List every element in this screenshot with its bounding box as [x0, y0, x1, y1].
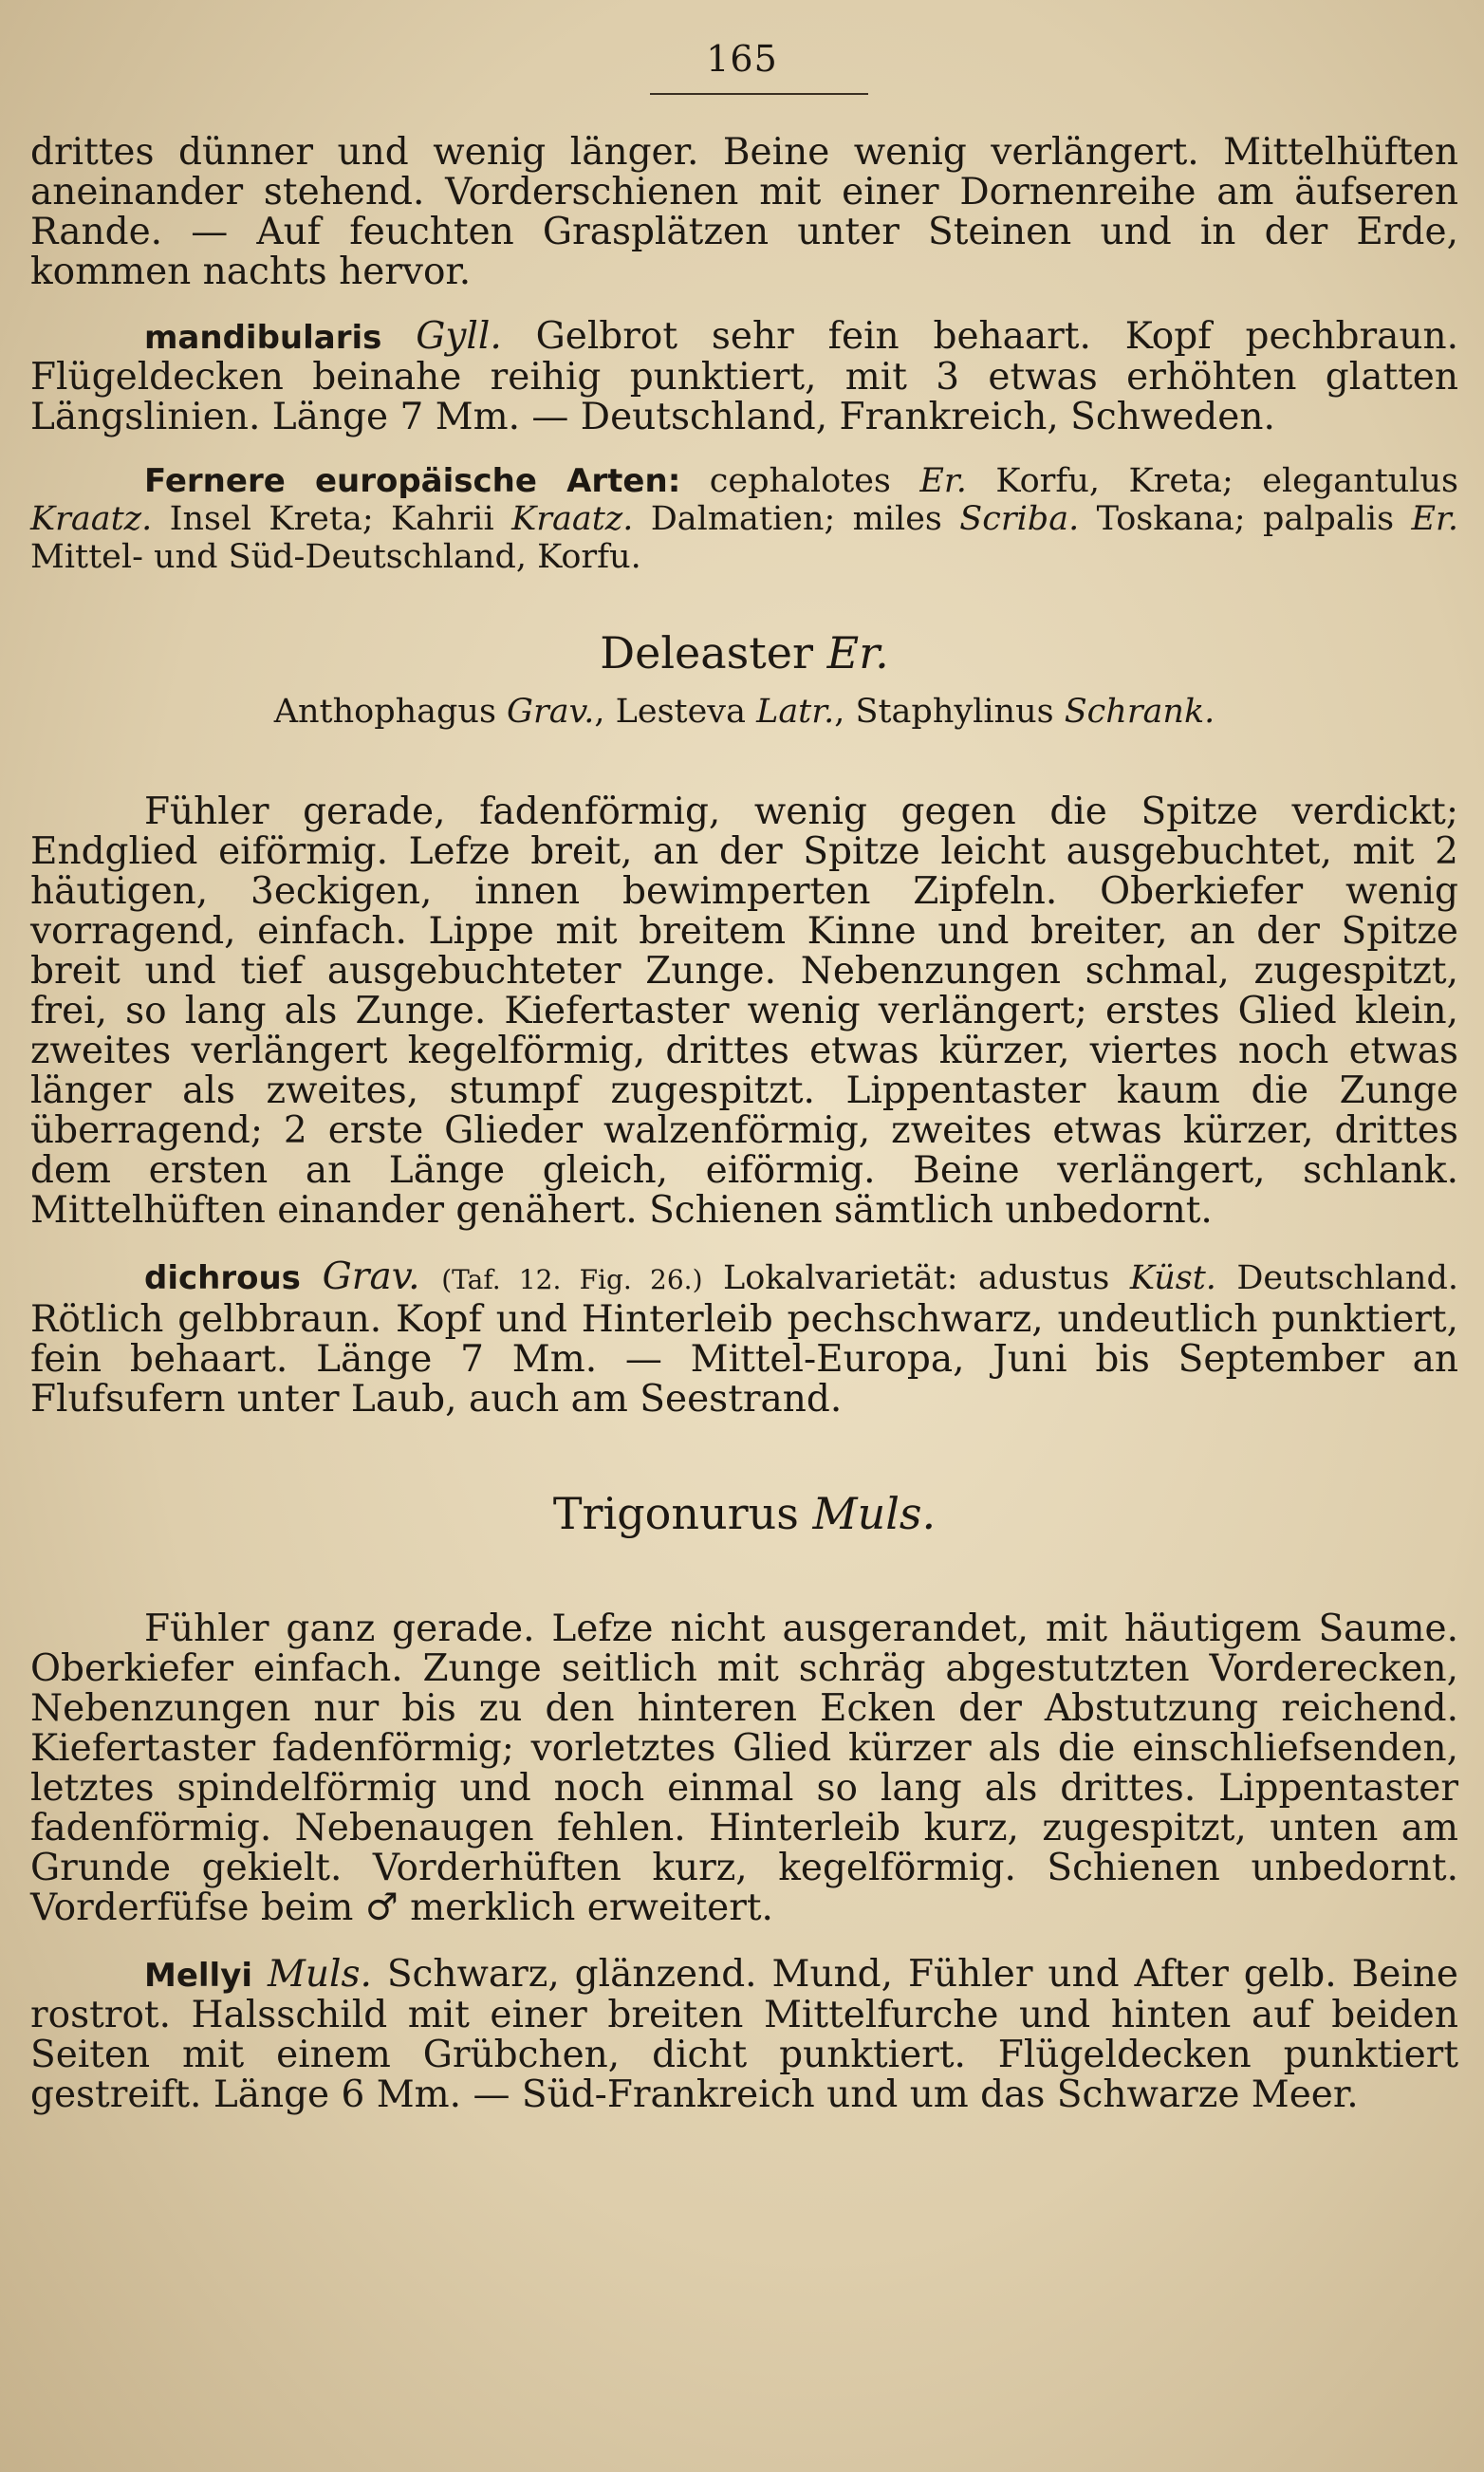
further-species-label: Fernere europäische Arten: — [144, 462, 681, 500]
header-rule — [650, 93, 868, 95]
species-name: Mellyi — [144, 1957, 253, 1995]
continued-paragraph: drittes dünner und wenig länger. Beine wenig verlängert. Mittelhüften aneinander stehend. Vorderschienen mit einer Dornenreihe am äufseren Rande. — Auf feuchten Grasplätzen unter Steinen und in der Erde, kommen nachts hervor. — [30, 131, 1458, 293]
genus-synonyms: Anthophagus Grav., Lesteva Latr., Staphylinus Schrank. — [273, 693, 1215, 731]
genus-heading-deleaster: Deleaster Er. — [600, 627, 889, 678]
genus-description-trigonurus: Fühler ganz gerade. Lefze nicht ausgerandet, mit häutigem Saume. Oberkiefer einfach. Zunge seitlich mit schräg abgestutzten Vorderecken, Nebenzungen nur bis zu den hinteren Ecken der Abstutzung reichend. Kiefertaster fadenförmig; vorletztes Glied kürzer als die einschliefsenden, letztes spindelförmig und noch einmal so lang als drittes. Lippentaster fadenförmig. Nebenaugen fehlen. Hinterleib kurz, zugespitzt, unten am Grunde gekielt. Vorderhüften kurz, kegelförmig. Schienen unbedornt. Vorderfüfse beim ♂ merklich erweitert. — [30, 1608, 1458, 1929]
male-symbol-icon: ♂ — [364, 1887, 399, 1929]
species-mandibularis — [30, 317, 1458, 437]
genus-heading-trigonurus: Trigonurus Muls. — [552, 1488, 937, 1539]
page-number: 165 — [706, 38, 778, 80]
species-dichrous: dichrous Grav. (Taf. 12. Fig. 26.) Lokalvarietät: adustus Küst. Deutschland. Rötlich gelbbraun. Kopf und Hinterleib pechschwarz, undeutlich punktiert, fein behaart. Länge 7 Mm. — Mittel-Europa, Juni bis September an Flufsufern unter Laub, auch am Seestrand. — [30, 1255, 1458, 1421]
page-content — [30, 133, 1458, 2115]
species-description: Gelbrot sehr fein behaart. Kopf pechbraun. Flügeldecken beinahe reihig punktiert, mit 3 etwas erhöhten glatten Längslinien. Länge 7 Mm. — Deutschland, Frankreich, Schweden. — [30, 315, 1459, 438]
species-author: Gyll. — [416, 315, 502, 358]
genus-description-deleaster: Fühler gerade, fadenförmig, wenig gegen die Spitze verdickt; Endglied eiförmig. Lefze breit, an der Spitze leicht ausgebuchtet, mit 2 häutigen, 3eckigen, innen bewimperten Zipfeln. Oberkiefer wenig vorragend, einfach. Lippe mit breitem Kinne und breiter, an der Spitze breit und tief ausgebuchteter Zunge. Nebenzungen schmal, zugespitzt, frei, so lang als Zunge. Kiefertaster wenig verlängert; erstes Glied klein, zweites verlängert kegelförmig, drittes etwas kürzer, viertes noch etwas länger als zweites, stumpf zugespitzt. Lippentaster kaum die Zunge überragend; 2 erste Glieder walzenförmig, zweites etwas kürzer, drittes dem ersten an Länge gleich, eiförmig. Beine verlängert, schlank. Mittelhüften einander genähert. Schienen sämtlich unbedornt. — [30, 790, 1458, 1232]
plate-reference: (Taf. 12. Fig. 26.) — [441, 1264, 703, 1295]
species-name: mandibularis — [144, 319, 382, 357]
further-species: Fernere europäische Arten: cephalotes Er. Korfu, Kreta; elegantulus Kraatz. Insel Kreta; Kahrii Kraatz. Dalmatien; miles Scriba. Toskana; palpalis Er. Mittel- und Süd-Deutschland, Korfu. — [30, 462, 1458, 576]
species-name: dichrous — [144, 1259, 301, 1297]
species-mellyi: Mellyi Muls. Schwarz, glänzend. Mund, Fühler und After gelb. Beine rostrot. Halsschild mit einer breiten Mittelfurche und hinten auf beiden Seiten mit einem Grübchen, dicht punktiert. Flügeldecken punktiert gestreift. Länge 6 Mm. — Süd-Frankreich und um das Schwarze Meer. — [30, 1953, 1458, 2116]
